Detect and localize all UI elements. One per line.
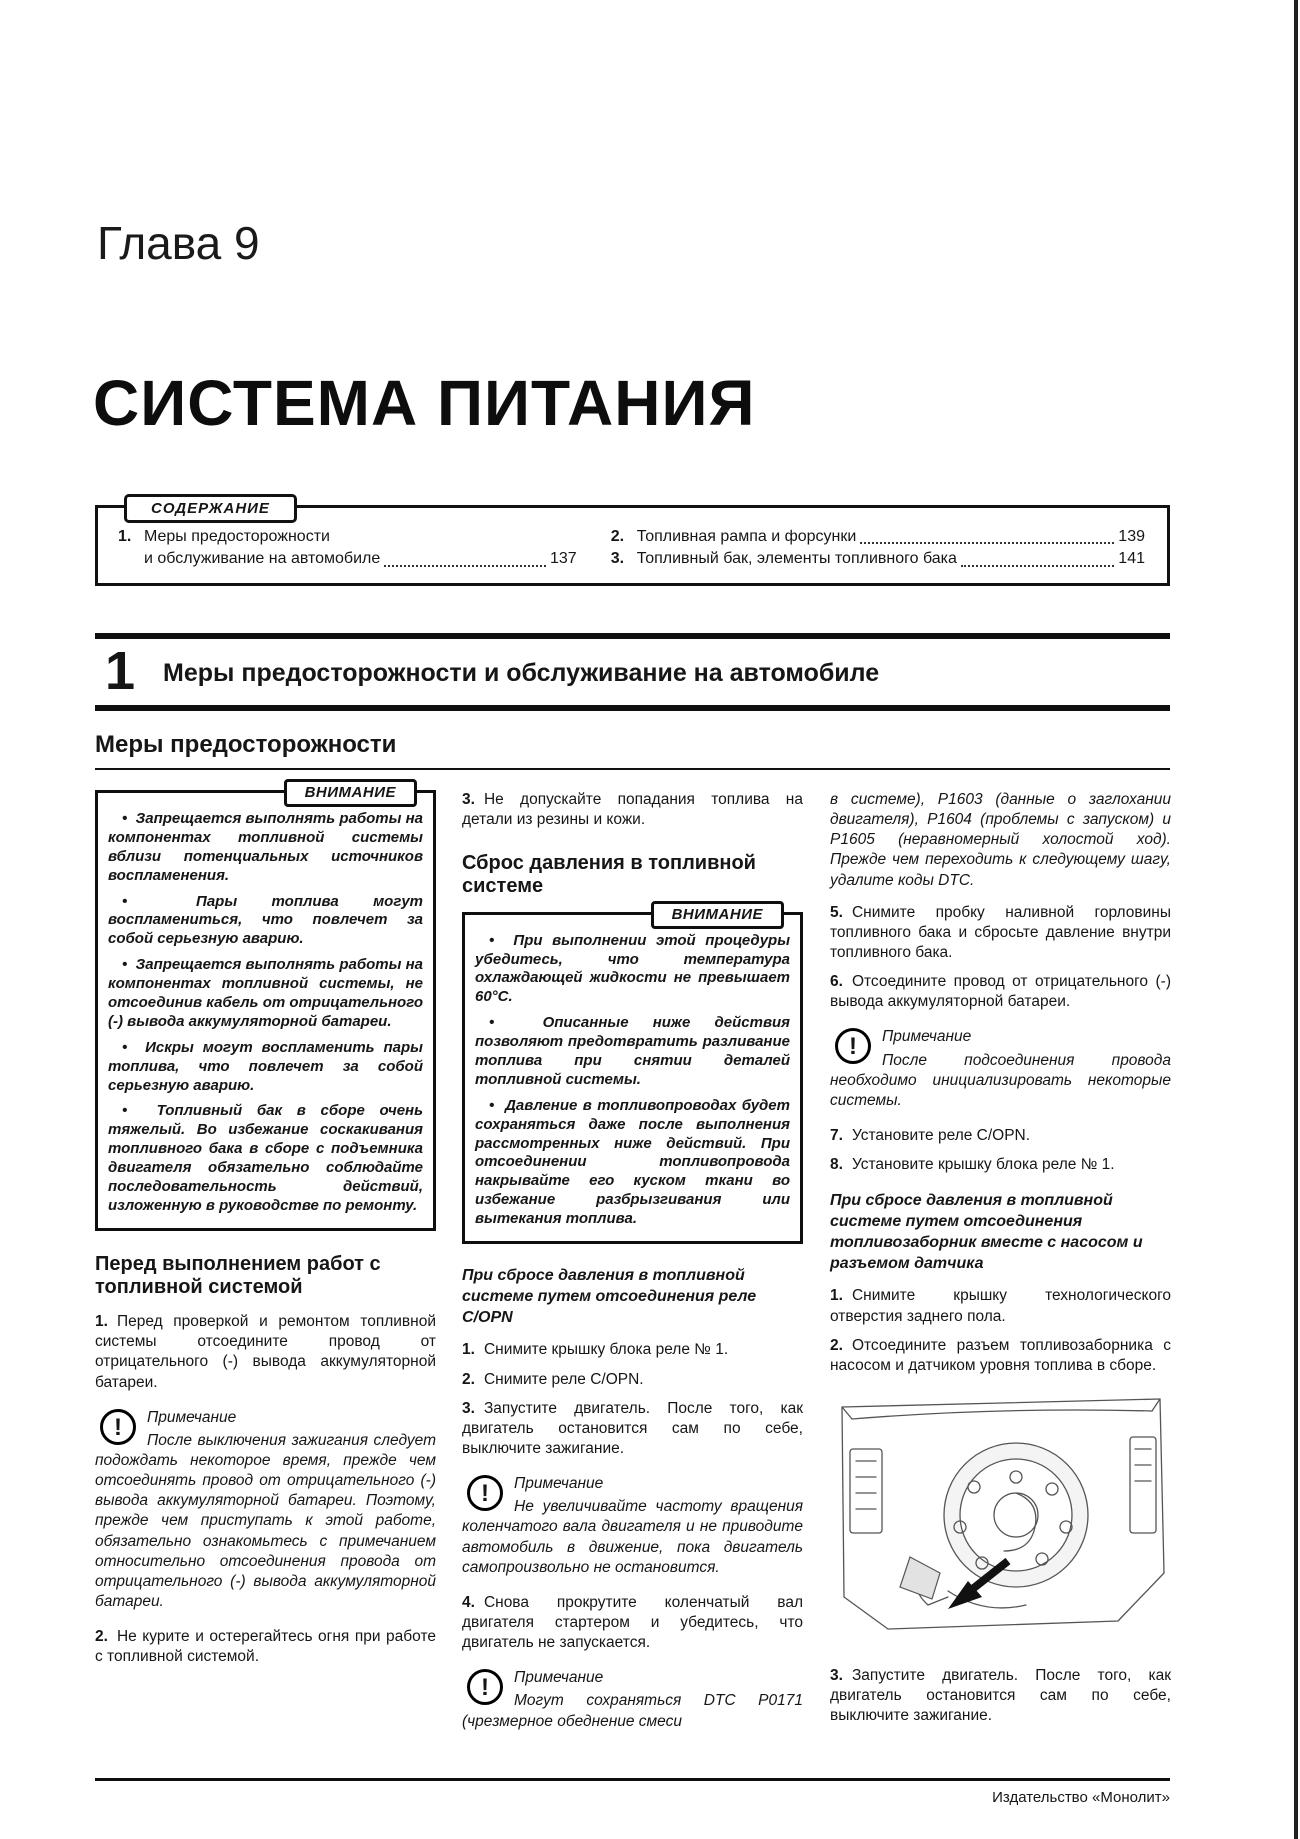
toc-entry-2: [611, 526, 1145, 548]
note-label: Примечание: [514, 1669, 604, 1687]
chapter-label: Глава 9: [97, 217, 260, 269]
warning-bullet: • При выполнении этой процедуры убедитесь, что температура охлаждающей жидкости не превышает 60°С.: [475, 932, 790, 1008]
step-number: 3.: [462, 1399, 475, 1417]
step-number: 5.: [830, 903, 843, 921]
step-number: 1.: [830, 1287, 843, 1305]
numbered-step: [462, 1593, 803, 1653]
step-number: 2.: [462, 1370, 475, 1388]
numbered-step: [830, 1666, 1171, 1726]
toc-entry-text: Топливный бак, элементы топливного бака: [636, 550, 957, 568]
text-column-1: [95, 784, 436, 1676]
table-of-contents: [95, 500, 1170, 586]
toc-entry-page: 137: [549, 550, 577, 568]
note-label: Примечание: [147, 1408, 237, 1426]
note-label: Примечание: [514, 1475, 604, 1493]
step-text: Установите реле C/OPN.: [851, 1126, 1031, 1144]
warning-bullet: • Запрещается выполнять работы на компонентах топливной системы вблизи потенциальных источников воспламенения.: [108, 810, 423, 886]
toc-columns: [118, 526, 1145, 571]
dot-leader: [384, 565, 546, 567]
toc-entry-page: 141: [1118, 550, 1145, 568]
note-block: [830, 1025, 1171, 1111]
numbered-step: [830, 1126, 1171, 1146]
page-footer: Издательство «Монолит»: [95, 1778, 1170, 1806]
toc-entry-1-line2: [144, 548, 577, 570]
warning-box: [462, 905, 803, 1244]
warning-label: ВНИМАНИЕ: [284, 779, 417, 807]
note-text: После подсоединения провода необходимо инициализировать некоторые системы.: [830, 1051, 1171, 1109]
note-exclamation-icon: !: [467, 1669, 503, 1705]
step-text: Отсоедините провод от отрицательного (-) вывода аккумуляторной батареи.: [830, 973, 1171, 1011]
dot-leader: [961, 565, 1114, 567]
fuel-pump-access-illustration: [830, 1385, 1171, 1650]
step-number: 1.: [95, 1313, 108, 1331]
step-number: 4.: [462, 1593, 475, 1611]
warning-bullet: • Пары топлива могут воспламениться, что повлечет за собой серьезную аварию.: [108, 893, 423, 950]
numbered-step: [462, 1399, 803, 1459]
warning-bullet: • Топливный бак в сборе очень тяжелый. Во избежание соскакивания топливного бака в сборе с подъемника двигателя обязательно соблюдайте последовательность действий, изложенную в руководстве по ремонту.: [108, 1102, 423, 1215]
toc-entry-number: 2.: [610, 528, 625, 545]
numbered-step: [830, 1155, 1171, 1175]
paragraph-heading: Сброс давления в топливной системе: [462, 852, 756, 898]
step-text: Запустите двигатель. После того, как двигатель остановится сам по себе, выключите зажигание.: [830, 1667, 1171, 1725]
step-number: 3.: [830, 1667, 843, 1685]
step-number: 2.: [95, 1628, 108, 1646]
note-continuation-text: в системе), P1603 (данные о заглохании двигателя), P1604 (проблемы с запуском) и P1605 (неравномерный холостой ход). Прежде чем переходить к следующему шагу, удалите коды DTC.: [830, 791, 1171, 889]
numbered-step: [830, 1286, 1171, 1326]
section-number: 1: [105, 641, 136, 701]
page-title: СИСТЕМА ПИТАНИЯ: [93, 367, 756, 439]
numbered-step: [95, 1627, 436, 1667]
step-text: Перед проверкой и ремонтом топливной системы отсоедините провод от отрицательного (-) вывода аккумуляторной батареи.: [95, 1313, 436, 1391]
note-text: Могут сохраняться DTC P0171 (чрезмерное обеднение смеси: [462, 1692, 803, 1730]
numbered-step: [462, 1370, 803, 1390]
step-number: 6.: [830, 973, 843, 991]
toc-entry-text: Топливная рампа и форсунки: [636, 528, 857, 545]
page-scan-edge: [1294, 0, 1298, 1839]
step-text: Не курите и остерегайтесь огня при работе с топливной системой.: [95, 1628, 436, 1666]
numbered-step: [830, 903, 1171, 963]
note-block: [462, 1666, 803, 1731]
numbered-step: [830, 972, 1171, 1012]
step-number: 7.: [830, 1126, 843, 1144]
step-text: Запустите двигатель. После того, как двигатель остановится сам по себе, выключите зажигание.: [462, 1399, 803, 1457]
numbered-step: [95, 1312, 436, 1393]
note-exclamation-icon: !: [467, 1475, 503, 1511]
note-label: Примечание: [882, 1028, 972, 1046]
warning-bullet: • Запрещается выполнять работы на компонентах топливной системы, не отсоединив кабель от отрицательного (-) вывода аккумуляторной батареи.: [108, 956, 423, 1032]
step-number: 2.: [830, 1336, 843, 1354]
toc-entry-number: 3.: [610, 550, 625, 568]
toc-entry-1: [118, 526, 577, 548]
warning-bullet: • Давление в топливопроводах будет сохраняться даже после выполнения рассмотренных ниже действий. При отсоединении топливопровода накрывайте его куском ткани во избежание разбрызгивания или вытекания топлива.: [475, 1097, 790, 1229]
note-block: [462, 1472, 803, 1578]
toc-entry-text: и обслуживание на автомобиле: [144, 550, 381, 568]
toc-label: СОДЕРЖАНИЕ: [124, 494, 297, 523]
note-block: [95, 1406, 436, 1612]
step-text: Снимите реле C/OPN.: [483, 1370, 644, 1388]
note-text: Не увеличивайте частоту вращения коленчатого вала двигателя и не приводите автомобиль в движение, пока двигатель самопроизвольно не остановится.: [462, 1498, 803, 1576]
text-column-2: [462, 790, 803, 1747]
step-number: 8.: [830, 1156, 843, 1174]
fuel-tank-access-figure: [830, 1385, 1171, 1656]
warning-bullet: • Искры могут воспламенить пары топлива, что повлечет за собой серьезную аварию.: [108, 1039, 423, 1096]
toc-entry-number: 1.: [118, 528, 132, 545]
step-text: Снимите крышку технологического отверстия заднего пола.: [830, 1287, 1171, 1325]
note-exclamation-icon: !: [100, 1409, 136, 1445]
step-number: 3.: [462, 791, 475, 808]
toc-entry-page: 139: [1118, 528, 1145, 545]
dot-leader: [860, 542, 1114, 544]
step-text: Установите крышку блока реле № 1.: [851, 1156, 1115, 1174]
numbered-step: [462, 1340, 803, 1360]
step-text: Отсоедините разъем топливозаборника с насосом и датчиком уровня топлива в сборе.: [830, 1336, 1171, 1374]
numbered-step: [462, 790, 803, 830]
numbered-step: [830, 1336, 1171, 1376]
procedure-subheading: При сбросе давления в топливной системе путем отсоединения топливозаборник вместе с насосом и разъемом датчика: [830, 1192, 1143, 1272]
step-text: Снова прокрутите коленчатый вал двигателя стартером и убедитесь, что двигатель не запускается.: [462, 1593, 803, 1652]
step-number: 1.: [462, 1341, 475, 1359]
step-text: Снимите пробку наливной горловины топливного бака и сбросьте давление внутри топливного бака.: [830, 903, 1171, 961]
section-title: Меры предосторожности и обслуживание на автомобиле: [163, 658, 880, 687]
toc-column-left: [118, 526, 601, 571]
section-header-band: [95, 633, 1170, 711]
paragraph-heading: Перед выполнением работ с топливной системой: [95, 1252, 381, 1298]
toc-entry-text: Меры предосторожности: [144, 528, 330, 545]
text-column-3: [830, 790, 1171, 1736]
subsection-title: Меры предосторожности: [95, 731, 1170, 770]
note-text: После выключения зажигания следует подождать некоторое время, прежде чем отсоединять провод от отрицательного (-) вывода аккумуляторной батареи. Поэтому, прежде чем приступать к этой работе, обязательно ознакомьтесь с примечанием относительно отсоединения провода от отрицательного (-) вывода аккумуляторной батареи.: [95, 1431, 436, 1611]
note-exclamation-icon: !: [835, 1028, 871, 1064]
step-text: Снимите крышку блока реле № 1.: [483, 1341, 729, 1359]
procedure-subheading: При сбросе давления в топливной системе путем отсоединения реле C/OPN: [462, 1267, 757, 1326]
warning-box: [95, 784, 436, 1231]
step-text: Не допускайте попадания топлива на детали из резины и кожи.: [462, 791, 803, 829]
warning-label: ВНИМАНИЕ: [651, 901, 784, 929]
toc-entry-3: [611, 548, 1145, 570]
warning-bullet: • Описанные ниже действия позволяют предотвратить разливание топлива при снятии деталей топливной системы.: [475, 1014, 790, 1090]
toc-column-right: [601, 526, 1145, 571]
